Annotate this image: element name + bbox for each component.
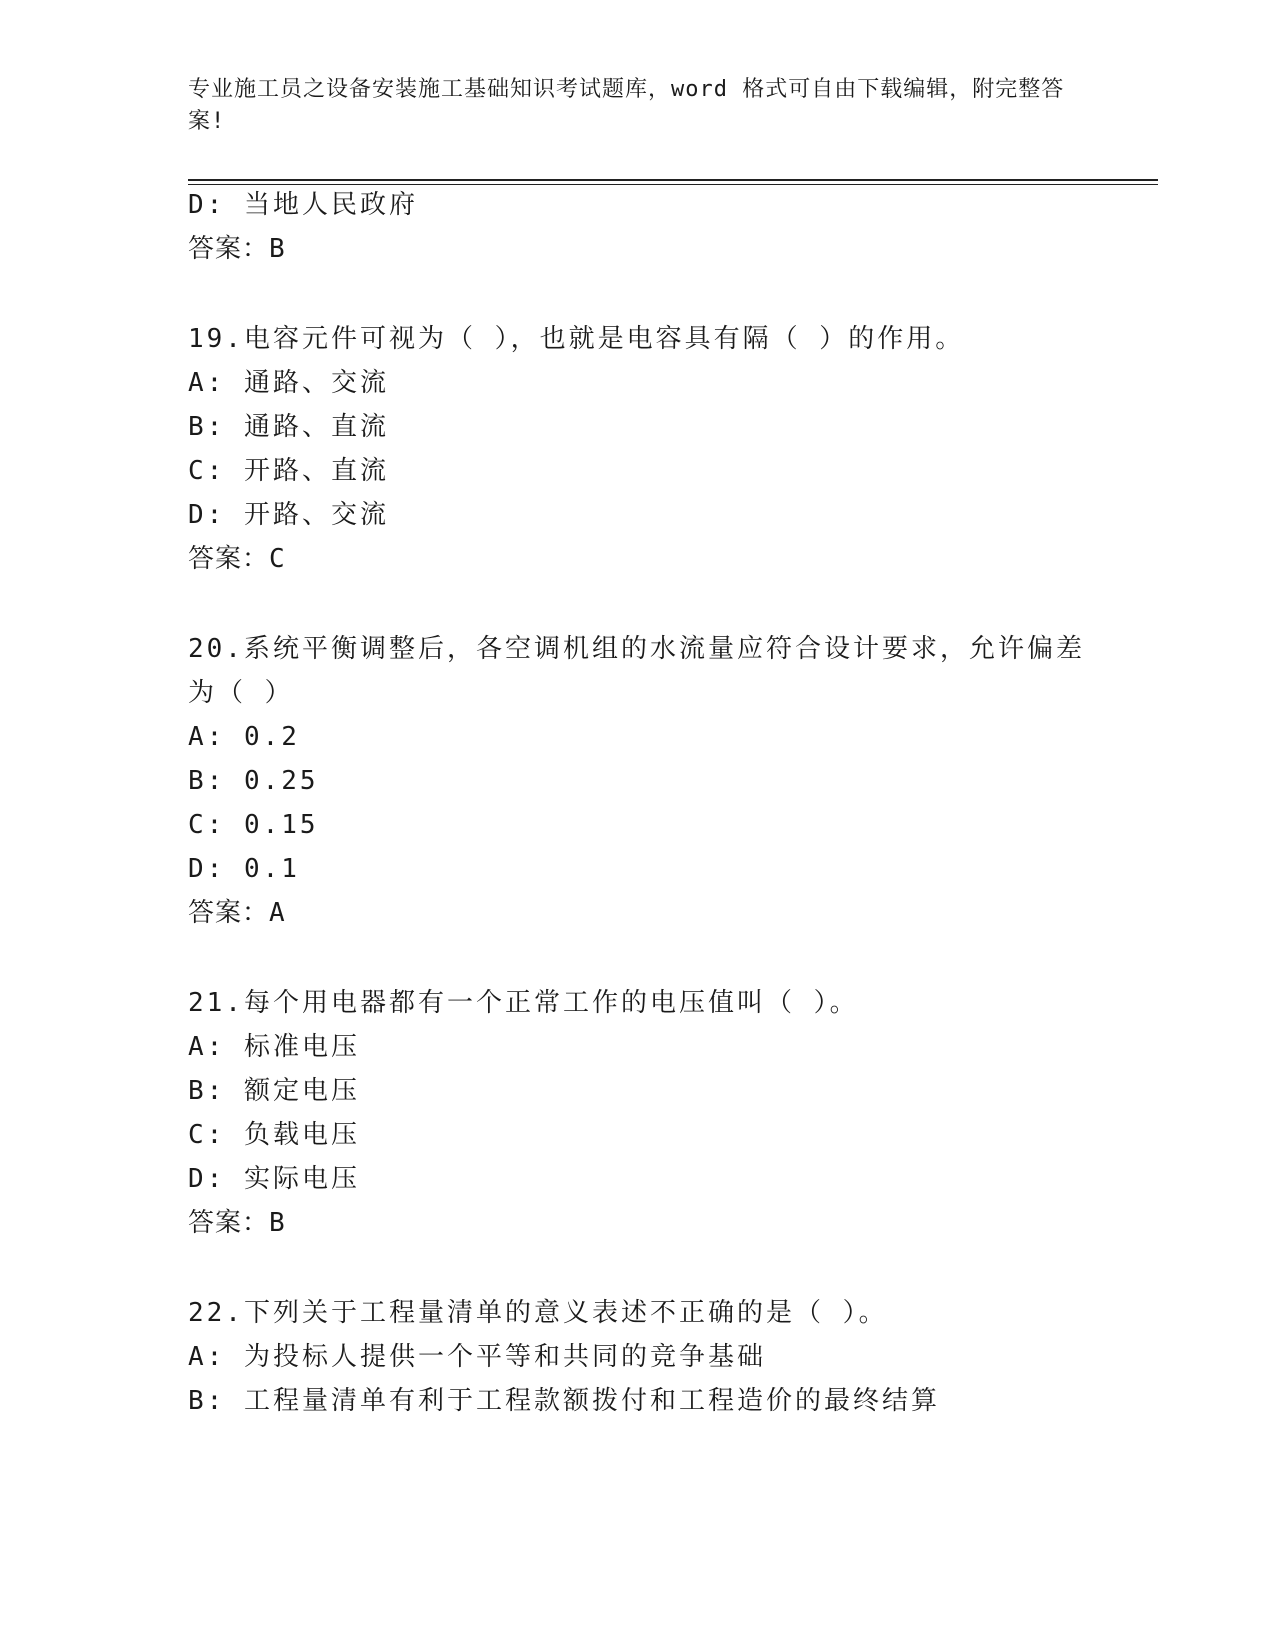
header-divider-thin: [188, 184, 1158, 185]
option-b: B: 额定电压: [188, 1076, 360, 1106]
option-b: B: 工程量清单有利于工程款额拨付和工程造价的最终结算: [188, 1386, 940, 1416]
option-a: A: 为投标人提供一个平等和共同的竞争基础: [188, 1342, 766, 1372]
document-header: 专业施工员之设备安装施工基础知识考试题库，word 格式可自由下载编辑，附完整答案!: [188, 77, 1065, 134]
option-a: A: 标准电压: [188, 1032, 360, 1062]
option-d: D: 当地人民政府: [188, 190, 418, 220]
option-d: D: 0.1: [188, 854, 300, 884]
option-d: D: 开路、交流: [188, 500, 389, 530]
question-stem-continued: 为（ ）: [188, 678, 294, 708]
option-c: C: 开路、直流: [188, 456, 389, 486]
question-stem: 20.系统平衡调整后，各空调机组的水流量应符合设计要求，允许偏差: [188, 634, 1085, 664]
option-b: B: 0.25: [188, 766, 319, 796]
option-d: D: 实际电压: [188, 1164, 360, 1194]
answer-line: 答案：A: [188, 898, 286, 928]
answer-line: 答案：C: [188, 544, 286, 574]
option-b: B: 通路、直流: [188, 412, 389, 442]
option-a: A: 0.2: [188, 722, 300, 752]
answer-line: 答案：B: [188, 1208, 286, 1238]
question-stem: 19.电容元件可视为（ ），也就是电容具有隔（ ）的作用。: [188, 324, 965, 354]
question-stem: 22.下列关于工程量清单的意义表述不正确的是（ ）。: [188, 1298, 888, 1328]
option-c: C: 0.15: [188, 810, 319, 840]
question-stem: 21.每个用电器都有一个正常工作的电压值叫（ ）。: [188, 988, 859, 1018]
option-a: A: 通路、交流: [188, 368, 389, 398]
answer-line: 答案：B: [188, 234, 286, 264]
option-c: C: 负载电压: [188, 1120, 360, 1150]
header-divider-thick: [188, 179, 1158, 181]
